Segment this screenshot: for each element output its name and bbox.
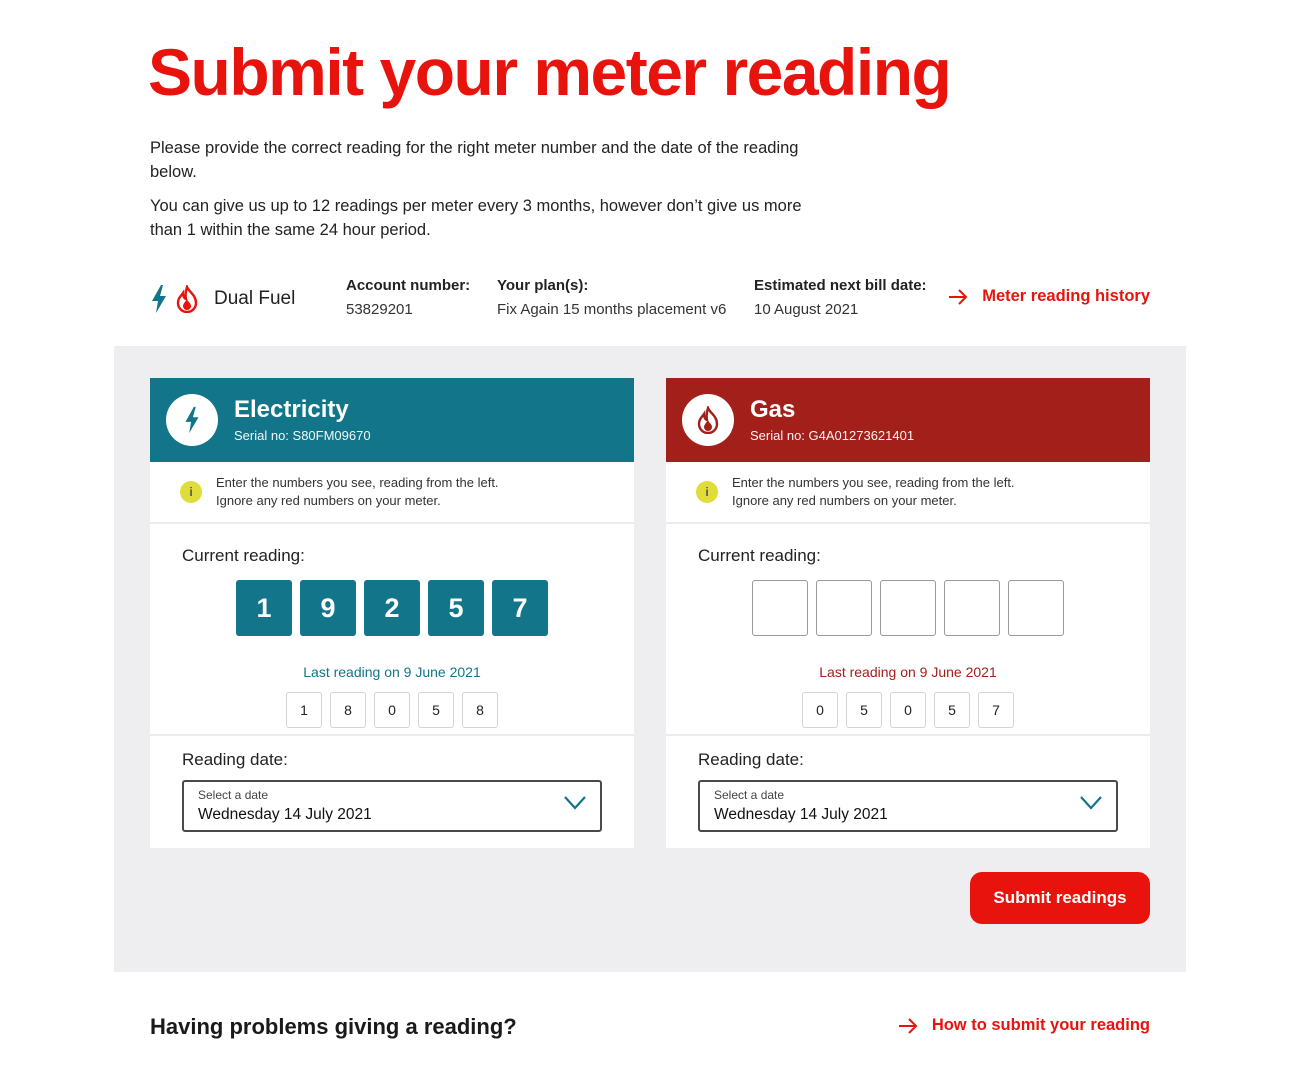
arrow-right-icon bbox=[948, 289, 968, 305]
last-reading-digit: 0 bbox=[374, 692, 410, 728]
reading-digit-input[interactable] bbox=[752, 580, 808, 636]
last-reading-digit: 8 bbox=[330, 692, 366, 728]
fuel-type bbox=[150, 284, 295, 314]
meter-reading-history-label: Meter reading history bbox=[982, 287, 1150, 305]
page-title: Submit your meter reading bbox=[148, 35, 951, 109]
plan-value: Fix Again 15 months placement v6 bbox=[497, 301, 727, 318]
reading-date-label: Reading date: bbox=[698, 750, 804, 769]
flame-icon bbox=[697, 406, 719, 434]
reading-date-label: Reading date: bbox=[182, 750, 288, 769]
hint-line-1: Enter the numbers you see, reading from the left. bbox=[216, 475, 499, 490]
gas-reading-section bbox=[666, 524, 1150, 736]
electricity-card bbox=[150, 378, 634, 848]
account-number-value: 53829201 bbox=[346, 301, 413, 318]
fuel-icons bbox=[150, 284, 198, 314]
flame-icon bbox=[176, 285, 198, 313]
hint-line-2: Ignore any red numbers on your meter. bbox=[216, 493, 441, 508]
info-icon: i bbox=[180, 481, 202, 503]
submit-readings-button[interactable]: Submit readings bbox=[970, 872, 1150, 924]
intro-text bbox=[150, 136, 810, 252]
reading-digit-input[interactable]: 2 bbox=[364, 580, 420, 636]
date-select-caption: Select a date bbox=[714, 788, 785, 802]
arrow-right-icon bbox=[898, 1018, 918, 1034]
electricity-date-select[interactable] bbox=[182, 780, 602, 832]
reading-digit-input[interactable]: 9 bbox=[300, 580, 356, 636]
gas-date-select[interactable] bbox=[698, 780, 1118, 832]
lightning-icon bbox=[150, 284, 168, 314]
electricity-hint bbox=[150, 462, 634, 524]
reading-digit-input[interactable]: 1 bbox=[236, 580, 292, 636]
last-reading-digit: 0 bbox=[890, 692, 926, 728]
bill-date-block bbox=[754, 274, 927, 322]
last-reading-label: Last reading on 9 June 2021 bbox=[819, 664, 997, 680]
electricity-badge bbox=[166, 394, 218, 446]
chevron-down-icon bbox=[1080, 796, 1102, 810]
gas-hint bbox=[666, 462, 1150, 524]
gas-header bbox=[666, 378, 1150, 462]
lightning-icon bbox=[183, 406, 201, 434]
gas-card bbox=[666, 378, 1150, 848]
date-select-value: Wednesday 14 July 2021 bbox=[198, 806, 372, 823]
chevron-down-icon bbox=[564, 796, 586, 810]
intro-paragraph-2: You can give us up to 12 readings per meter every 3 months, however don’t give us more than 1 within the same 24 hour period. bbox=[150, 197, 802, 239]
meter-reading-history-link[interactable] bbox=[948, 287, 1150, 306]
electricity-current-digits bbox=[150, 580, 634, 636]
reading-digit-input[interactable]: 5 bbox=[428, 580, 484, 636]
problems-heading: Having problems giving a reading? bbox=[150, 1014, 517, 1039]
last-reading-digit: 1 bbox=[286, 692, 322, 728]
date-select-caption: Select a date bbox=[198, 788, 269, 802]
gas-badge bbox=[682, 394, 734, 446]
current-reading-label: Current reading: bbox=[182, 546, 305, 565]
last-reading-digit: 5 bbox=[846, 692, 882, 728]
how-to-submit-link[interactable] bbox=[898, 1016, 1150, 1035]
gas-title: Gas bbox=[750, 396, 796, 423]
reading-digit-input[interactable] bbox=[944, 580, 1000, 636]
fuel-label: Dual Fuel bbox=[214, 288, 296, 309]
plan-block bbox=[497, 274, 726, 322]
bill-date-value: 10 August 2021 bbox=[754, 301, 859, 318]
electricity-last-digits bbox=[150, 692, 634, 728]
electricity-reading-section bbox=[150, 524, 634, 736]
reading-digit-input[interactable] bbox=[816, 580, 872, 636]
electricity-header bbox=[150, 378, 634, 462]
date-select-value: Wednesday 14 July 2021 bbox=[714, 806, 888, 823]
last-reading-label: Last reading on 9 June 2021 bbox=[303, 664, 481, 680]
gas-date-section bbox=[666, 736, 1150, 846]
last-reading-digit: 7 bbox=[978, 692, 1014, 728]
account-number-label: Account number: bbox=[346, 277, 471, 294]
electricity-title: Electricity bbox=[234, 396, 349, 423]
hint-line-2: Ignore any red numbers on your meter. bbox=[732, 493, 957, 508]
last-reading-digit: 5 bbox=[418, 692, 454, 728]
account-summary bbox=[150, 274, 1150, 324]
current-reading-label: Current reading: bbox=[698, 546, 821, 565]
last-reading-digit: 8 bbox=[462, 692, 498, 728]
electricity-serial: Serial no: S80FM09670 bbox=[234, 428, 371, 443]
reading-digit-input[interactable] bbox=[880, 580, 936, 636]
gas-last-digits bbox=[666, 692, 1150, 728]
how-to-submit-label: How to submit your reading bbox=[931, 1016, 1150, 1034]
reading-digit-input[interactable]: 7 bbox=[492, 580, 548, 636]
account-number-block bbox=[346, 274, 470, 322]
electricity-date-section bbox=[150, 736, 634, 846]
plan-label: Your plan(s): bbox=[497, 277, 589, 294]
last-reading-digit: 0 bbox=[802, 692, 838, 728]
hint-line-1: Enter the numbers you see, reading from the left. bbox=[732, 475, 1015, 490]
bill-date-label: Estimated next bill date: bbox=[754, 277, 927, 294]
reading-digit-input[interactable] bbox=[1008, 580, 1064, 636]
info-icon: i bbox=[696, 481, 718, 503]
last-reading-digit: 5 bbox=[934, 692, 970, 728]
intro-paragraph-1: Please provide the correct reading for the right meter number and the date of the reading below. bbox=[150, 139, 799, 181]
gas-serial: Serial no: G4A01273621401 bbox=[750, 428, 915, 443]
gas-current-digits bbox=[666, 580, 1150, 636]
